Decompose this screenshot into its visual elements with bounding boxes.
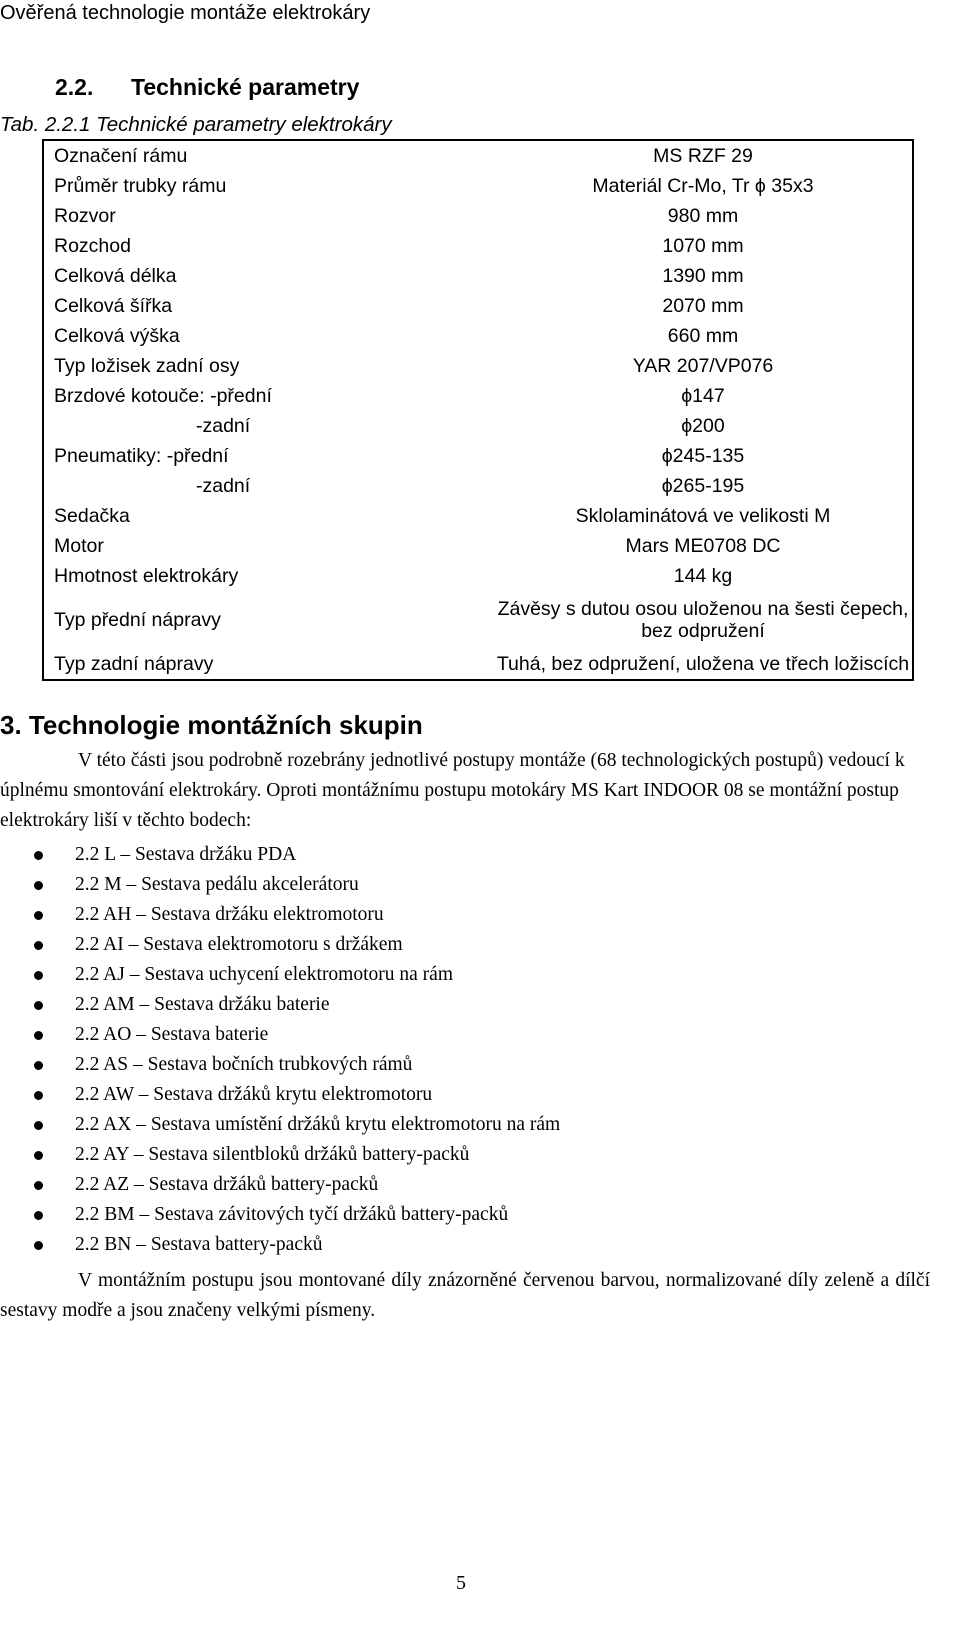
- param-value: Sklolaminátová ve velikosti M: [575, 505, 831, 527]
- running-header: Ověřená technologie montáže elektrokáry: [0, 2, 371, 24]
- bullet-icon: [34, 881, 43, 890]
- table-row: [43, 411, 913, 441]
- param-label: Motor: [54, 535, 104, 557]
- bullet-icon: [34, 1031, 43, 1040]
- param-value: ϕ200: [681, 415, 725, 437]
- param-value: [494, 591, 913, 649]
- param-label: Hmotnost elektrokáry: [54, 565, 239, 587]
- parameters-table: [42, 139, 914, 681]
- param-label: Celková výška: [54, 325, 180, 347]
- bullet-icon: [34, 971, 43, 980]
- list-item: [0, 1110, 560, 1140]
- list-item-text: 2.2 AJ – Sestava uchycení elektromotoru na rám: [75, 964, 453, 985]
- list-item: [0, 840, 560, 870]
- list-item-text: 2.2 AI – Sestava elektromotoru s držákem: [75, 934, 403, 955]
- param-value: ϕ147: [681, 385, 725, 407]
- intro-paragraph: V této části jsou podrobně rozebrány jednotlivé postupy montáže (68 technologických postupů) vedoucí k úplnému smontování elektrokáry. Oproti montážnímu postupu motokáry MS Kart INDOOR 08 se montážní postup elektrokáry liší v těchto bodech:: [0, 750, 905, 831]
- section-number: 2.2.: [55, 74, 94, 100]
- list-item: [0, 960, 560, 990]
- list-item-text: 2.2 M – Sestava pedálu akcelerátoru: [75, 874, 359, 895]
- assembly-list: [0, 840, 560, 1260]
- param-label: Rozvor: [54, 205, 116, 227]
- param-label: Celková šířka: [54, 295, 173, 317]
- param-value: YAR 207/VP076: [632, 355, 774, 377]
- param-label: Celková délka: [54, 265, 177, 287]
- list-item-text: 2.2 AZ – Sestava držáků battery-packů: [75, 1174, 379, 1195]
- bullet-icon: [34, 1121, 43, 1130]
- param-value: 980 mm: [667, 205, 739, 227]
- param-label: Typ přední nápravy: [54, 609, 221, 631]
- list-item: [0, 990, 560, 1020]
- param-value: 144 kg: [673, 565, 733, 587]
- bullet-icon: [34, 941, 43, 950]
- table-row: [43, 201, 913, 231]
- param-label: Průměr trubky rámu: [54, 175, 227, 197]
- bullet-icon: [34, 1241, 43, 1250]
- param-value: 1390 mm: [662, 265, 744, 287]
- list-item: [0, 1140, 560, 1170]
- param-value: 2070 mm: [662, 295, 744, 317]
- param-value: 1070 mm: [662, 235, 744, 257]
- list-item: [0, 870, 560, 900]
- param-value: 660 mm: [667, 325, 739, 347]
- bullet-icon: [34, 1091, 43, 1100]
- param-value: Mars ME0708 DC: [625, 535, 781, 557]
- bullet-icon: [34, 1211, 43, 1220]
- list-item: [0, 1020, 560, 1050]
- param-label: Rozchod: [54, 235, 131, 257]
- bullet-icon: [34, 1001, 43, 1010]
- list-item-text: 2.2 AM – Sestava držáku baterie: [75, 994, 330, 1015]
- param-value: ϕ245-135: [661, 445, 745, 467]
- table-row: [43, 501, 913, 531]
- param-label: -zadní: [196, 475, 251, 497]
- param-label: Typ zadní nápravy: [54, 653, 214, 675]
- param-value: Materiál Cr-Mo, Tr ϕ 35x3: [592, 175, 814, 197]
- section-title: Technické parametry: [131, 74, 360, 100]
- param-value: ϕ265-195: [661, 475, 745, 497]
- table-row: [43, 531, 913, 561]
- param-label: Brzdové kotouče: -přední: [54, 385, 272, 407]
- bullet-icon: [34, 911, 43, 920]
- list-item-text: 2.2 AX – Sestava umístění držáků krytu elektromotoru na rám: [75, 1114, 561, 1135]
- table-row: [43, 561, 913, 591]
- list-item-text: 2.2 BM – Sestava závitových tyčí držáků battery-packů: [75, 1204, 509, 1225]
- table-row: [43, 140, 913, 171]
- list-item-text: 2.2 AW – Sestava držáků krytu elektromotoru: [75, 1084, 433, 1105]
- table-row: [43, 171, 913, 201]
- page-number: 5: [456, 1572, 466, 1594]
- bullet-icon: [34, 1061, 43, 1070]
- list-item: [0, 1170, 560, 1200]
- list-item: [0, 1050, 560, 1080]
- list-item: [0, 1200, 560, 1230]
- bullet-icon: [34, 1181, 43, 1190]
- closing-paragraph: V montážním postupu jsou montované díly znázorněné červenou barvou, normalizované díly zeleně a dílčí sestavy modře a jsou značeny velkými písmeny.: [0, 1270, 930, 1321]
- bullet-icon: [34, 851, 43, 860]
- list-item: [0, 900, 560, 930]
- list-item-text: 2.2 AY – Sestava silentbloků držáků battery-packů: [75, 1144, 470, 1165]
- param-label: Pneumatiky: -přední: [54, 445, 229, 467]
- list-item: [0, 930, 560, 960]
- param-value: Tuhá, bez odpružení, uložena ve třech ložiscích: [496, 653, 910, 675]
- list-item-text: 2.2 AS – Sestava bočních trubkových rámů: [75, 1054, 413, 1075]
- section-heading: [55, 74, 359, 101]
- list-item-text: 2.2 AH – Sestava držáku elektromotoru: [75, 904, 384, 925]
- list-item: [0, 1080, 560, 1110]
- param-value-line: Závěsy s dutou osou uloženou na šesti čepech,: [497, 598, 909, 620]
- table-row: [43, 441, 913, 471]
- param-label: Označení rámu: [54, 145, 188, 167]
- param-value-line: bez odpružení: [641, 620, 765, 642]
- param-value: MS RZF 29: [653, 145, 753, 167]
- bullet-icon: [34, 1151, 43, 1160]
- table-row: [43, 351, 913, 381]
- table-row: [43, 231, 913, 261]
- table-row: [43, 321, 913, 351]
- list-item-text: 2.2 L – Sestava držáku PDA: [75, 844, 297, 865]
- table-row: [43, 381, 913, 411]
- param-label: Sedačka: [54, 505, 130, 527]
- list-item-text: 2.2 AO – Sestava baterie: [75, 1024, 269, 1045]
- table-row: [43, 291, 913, 321]
- table-row: [43, 471, 913, 501]
- table-caption: Tab. 2.2.1 Technické parametry elektrokáry: [0, 113, 392, 136]
- table-row: [43, 591, 913, 649]
- table-row: [43, 261, 913, 291]
- param-label: Typ ložisek zadní osy: [54, 355, 240, 377]
- param-label: -zadní: [196, 415, 251, 437]
- list-item-text: 2.2 BN – Sestava battery-packů: [75, 1234, 323, 1255]
- chapter-heading: 3. Technologie montážních skupin: [0, 710, 423, 740]
- list-item: [0, 1230, 560, 1260]
- table-row: [43, 649, 913, 680]
